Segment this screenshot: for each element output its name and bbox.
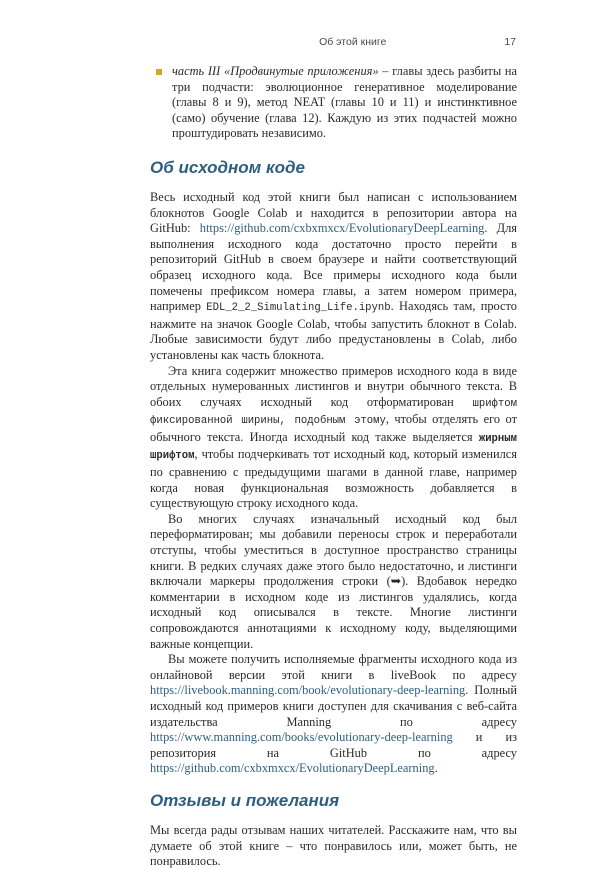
paragraph-source-code-1: [150, 190, 517, 364]
github-link[interactable]: https://github.com/cxbxmxcx/EvolutionaryDeepLearning: [199, 221, 485, 236]
text-run: , чтобы отделять его от обычного текста. Иногда исходный код также выделяется: [150, 412, 517, 444]
text-run: . Полный исходный код примеров книги доступен для скачивания с веб-сайта издательства Manning по адресу: [150, 683, 517, 729]
text-run: Вы можете получить исполняемые фрагменты исходного кода из онлайновой версии этой книги в liveBook по адресу: [150, 652, 517, 682]
paragraph-feedback-1: Мы всегда рады отзывам наших читателей. Расскажите нам, что вы думаете об этой книге – что понравилось или, может быть, не понравилось.: [150, 822, 517, 869]
text-run: , чтобы подчеркивать тот исходный код, который изменился по сравнению с предыдущими шагами в данной главе, например когда новая функциональная возможность добавляется в существующую строку исходного кода.: [150, 447, 517, 511]
running-head: [150, 36, 516, 50]
inline-code-sample: шрифтом фиксированной ширины, подобным этому: [150, 397, 517, 428]
livebook-link[interactable]: https://livebook.manning.com/book/evolutionary-deep-learning: [150, 683, 466, 698]
inline-code-filename: EDL_2_2_Simulating_Life.ipynb: [206, 302, 391, 315]
bullet-square-icon: [156, 69, 162, 75]
text-run: . Для выполнения исходного кода достаточно просто перейти в репозиторий GitHub в своем браузере и найти соответствующий образец исходного кода. Все примеры исходного кода были помечены префиксом номера главы, а затем номером примера, например: [150, 221, 517, 314]
page-body: [150, 64, 517, 870]
list-item-text: – главы здесь разбиты на три подчасти: эволюционное генеративное моделирование (главы 8 и 9), метод NEAT (главы 10 и 11) и инстинктивное (само) обучение (глава 12). Каждую из этих подчастей можно проштудировать независимо.: [172, 64, 517, 141]
text-run: Весь исходный код этой книги был написан с использованием блокнотов Google Colab и находится в репозитории автора на GitHub:: [150, 189, 517, 236]
section-heading-feedback: Отзывы и пожелания: [150, 790, 340, 810]
section-heading-source-code: Об исходном коде: [150, 157, 305, 177]
paragraph-source-code-2: [150, 364, 517, 512]
paragraph-source-code-4: [150, 652, 517, 777]
inline-code-bold-sample: жирным шрифтом: [150, 432, 517, 463]
text-run: . Находясь там, просто нажмите на значок Google Colab, чтобы запустить блокнот в Colab. Любые зависимости будут либо предустановлены в Colab, либо установлены как часть блокнота.: [150, 299, 517, 362]
running-head-title: Об этой книге: [319, 36, 387, 48]
list-item: [150, 64, 517, 142]
list-item-emphasis: часть III «Продвинутые приложения»: [172, 64, 379, 78]
text-run: .: [434, 761, 438, 776]
github-link-2[interactable]: https://github.com/cxbxmxcx/EvolutionaryDeepLearning: [150, 761, 435, 776]
text-run: Эта книга содержит множество примеров исходного кода в виде отдельных нумерованных листингов и внутри обычного текста. В обоих случаях исходный код отформатирован: [150, 363, 517, 409]
text-run: и из репозитория на GitHub по адресу: [150, 730, 517, 760]
paragraph-source-code-3: Во многих случаях изначальный исходный код был переформатирован; мы добавили переносы строк и переработали отступы, чтобы уместиться в доступное пространство страницы книги. В редких случаях даже этого было недостаточно, и листинги включали маркеры продолжения строки (➥). Вдобавок нередко комментарии в исходном коде из листингов удалялись, когда исходный код описывался в тексте. Многие листинги сопровождаются аннотациями к исходному коду, выделяющими важные концепции.: [150, 511, 517, 651]
manning-link[interactable]: https://www.manning.com/books/evolutionary-deep-learning: [150, 730, 453, 745]
page-number: 17: [504, 36, 516, 48]
